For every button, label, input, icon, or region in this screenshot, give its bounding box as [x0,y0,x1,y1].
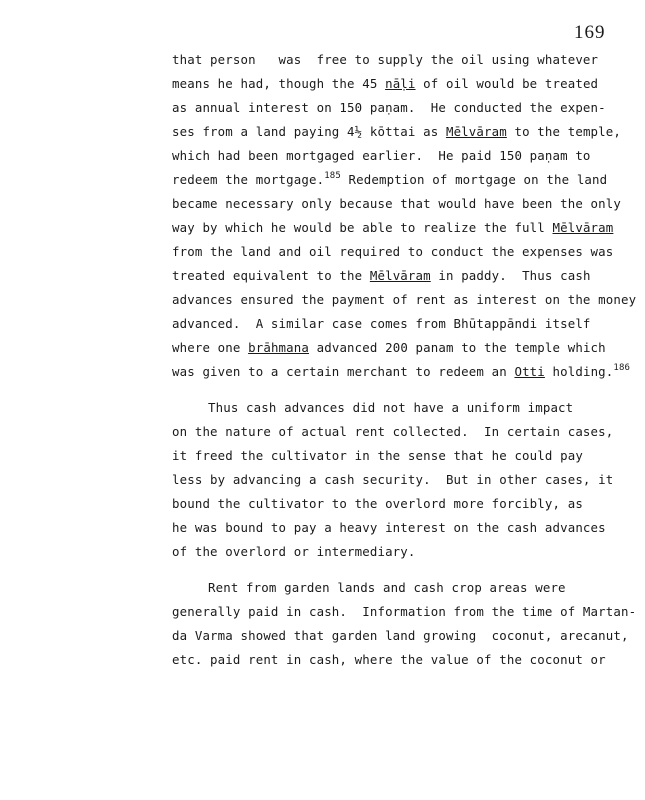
underlined-term: Mēlvāram [369,268,431,283]
text-line [172,52,598,67]
text-line [172,628,629,643]
text-line [172,172,607,187]
text-line [172,424,613,439]
text-line [172,652,606,667]
text-segment: became necessary only because that would have been the only [172,196,621,211]
text-line [208,400,573,415]
text-segment: Thus cash advances did not have a uniform impact [208,400,574,415]
text-segment: bound the cultivator to the overlord more forcibly, as [172,496,583,511]
text-segment: to the temple, [506,124,621,139]
text-line [208,580,566,595]
underlined-term: Mēlvāram [552,220,614,235]
text-line [172,364,630,379]
text-segment: generally paid in cash. Information from the time of Martan- [172,604,637,619]
text-line [172,268,591,283]
text-line [172,472,613,487]
underlined-term: Mēlvāram [445,124,507,139]
underlined-term: brāhmana [248,340,309,355]
text-segment: holding. [544,364,614,379]
page-number: 169 [574,22,606,43]
text-line [172,76,598,91]
text-line [172,100,606,115]
text-segment: advanced. A similar case comes from Bhūtappāndi itself [172,316,591,331]
text-segment: from the land and oil required to conduct the expenses was [172,244,614,259]
text-segment: where one [172,340,249,355]
text-line [172,544,416,559]
text-segment: redeem the mortgage. [172,172,325,187]
text-segment: Rent from garden lands and cash crop areas were [208,580,566,595]
text-segment: of oil would be treated [415,76,599,91]
text-segment: on the nature of actual rent collected. In certain cases, [172,424,614,439]
text-segment: da Varma showed that garden land growing coconut, arecanut, [172,628,629,643]
text-line [172,148,591,163]
underlined-term: nāḷi [385,76,416,91]
text-line [172,316,591,331]
footnote-marker: 186 [613,363,631,373]
text-segment: etc. paid rent in cash, where the value of the coconut or [172,652,606,667]
text-segment: was given to a certain merchant to redeem an [172,364,515,379]
text-line [172,220,613,235]
text-segment: means he had, though the 45 [172,76,386,91]
text-segment: treated equivalent to the [172,268,370,283]
text-segment: that person was free to supply the oil using whatever [172,52,599,67]
footnote-marker: 185 [324,171,341,181]
text-segment: way by which he would be able to realize the full [172,220,553,235]
text-line [172,496,583,511]
text-segment: advanced 200 panam to the temple which [309,340,606,355]
text-segment: he was bound to pay a heavy interest on the cash advances [172,520,606,535]
text-segment: Redemption of mortgage on the land [340,172,608,187]
text-line [172,124,621,139]
text-line [172,292,636,307]
text-line [172,448,583,463]
text-line [172,520,606,535]
text-segment: less by advancing a cash security. But in other cases, it [172,472,614,487]
text-segment: as annual interest on 150 paṇam. He conducted the expen- [172,100,606,115]
text-segment: of the overlord or intermediary. [172,544,416,559]
text-segment: which had been mortgaged earlier. He paid 150 paṇam to [172,148,591,163]
text-line [172,196,621,211]
text-segment: it freed the cultivator in the sense that he could pay [172,448,583,463]
text-segment: ses from a land paying 4½ kōttai as [172,124,446,139]
underlined-term: Otti [514,364,545,379]
text-segment: in paddy. Thus cash [430,268,591,283]
text-line [172,604,636,619]
text-line [172,244,613,259]
text-line [172,340,606,355]
text-segment: advances ensured the payment of rent as interest on the money [172,292,637,307]
